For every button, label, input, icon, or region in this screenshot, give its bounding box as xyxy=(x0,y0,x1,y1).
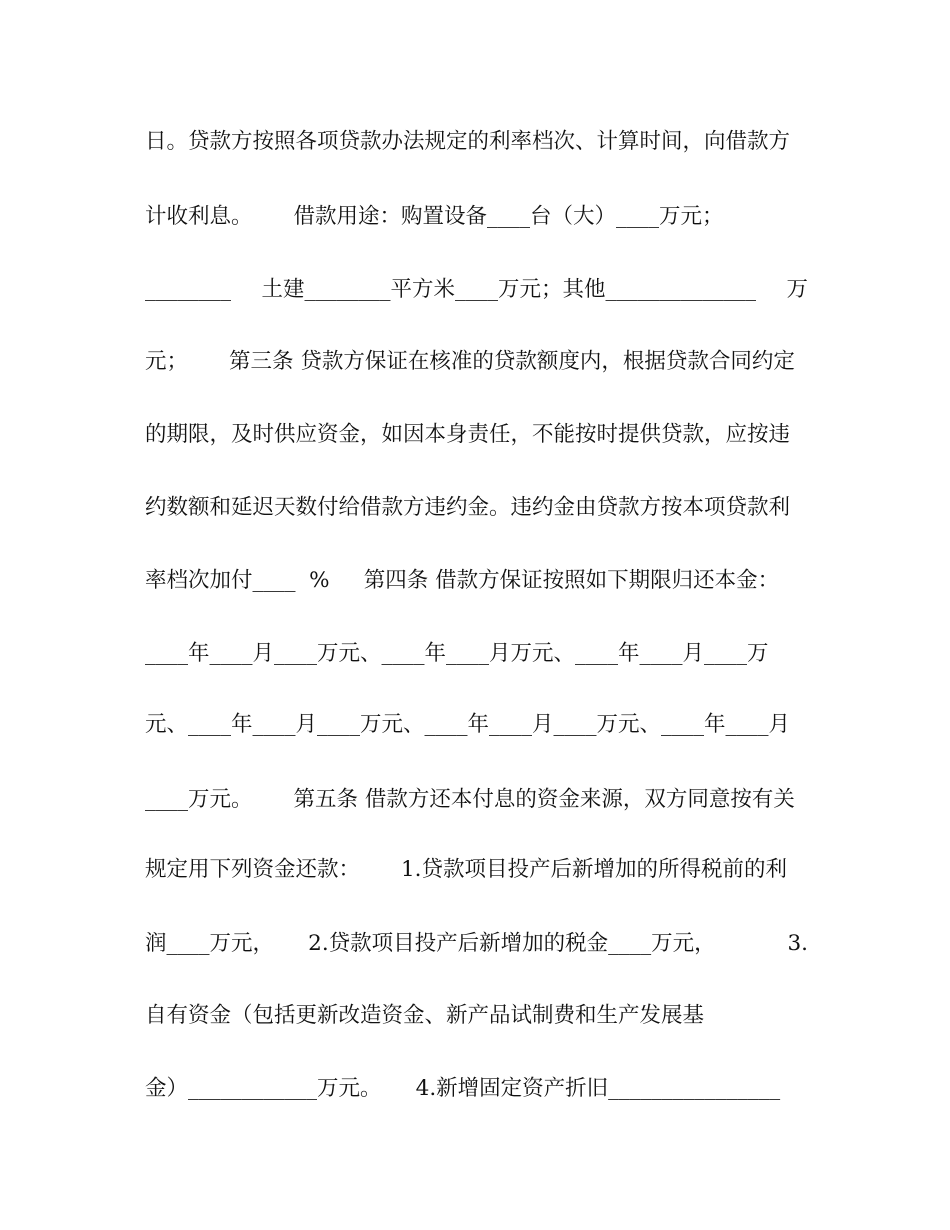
text-line-12 xyxy=(145,929,808,959)
text-line-11: 规定用下列资金还款： 1.贷款项目投产后新增加的所得税前的利 xyxy=(145,857,788,882)
text-line-4: 元； 第三条 贷款方保证在核准的贷款额度内，根据贷款合同约定 xyxy=(145,349,795,374)
text-line-3-part-3: 万 xyxy=(786,277,808,302)
text-line-13: 自有资金（包括更新改造资金、新产品试制费和生产发展基 xyxy=(145,1003,705,1028)
text-line-3-part-1: ________ xyxy=(145,277,231,302)
text-line-12-part-1: 润____万元， 2.贷款项目投产后新增加的税金____万元， xyxy=(145,931,716,956)
text-line-12-part-2: 3. xyxy=(787,931,808,956)
text-line-2: 计收利息。 借款用途：购置设备____台（大）____万元； xyxy=(145,204,724,229)
text-line-1: 日。贷款方按照各项贷款办法规定的利率档次、计算时间，向借款方 xyxy=(145,129,791,154)
text-line-8: ____年____月____万元、____年____月万元、____年____月____万 xyxy=(145,641,769,666)
text-line-3-part-2: 土建________平方米____万元；其他______________ xyxy=(261,277,756,302)
text-line-7: 率档次加付____ % 第四条 借款方保证按照如下期限归还本金： xyxy=(145,568,780,593)
text-line-10: ____万元。 第五条 借款方还本付息的资金来源，双方同意按有关 xyxy=(145,787,795,812)
text-line-3 xyxy=(145,275,808,305)
text-line-14: 金）____________万元。 4.新增固定资产折旧________________ xyxy=(145,1076,781,1101)
text-line-5: 的期限，及时供应资金，如因本身责任，不能按时提供贷款，应按违 xyxy=(145,422,791,447)
text-line-6: 约数额和延迟天数付给借款方违约金。违约金由贷款方按本项贷款利 xyxy=(145,495,791,520)
text-line-9: 元、____年____月____万元、____年____月____万元、____年____月 xyxy=(145,712,791,737)
